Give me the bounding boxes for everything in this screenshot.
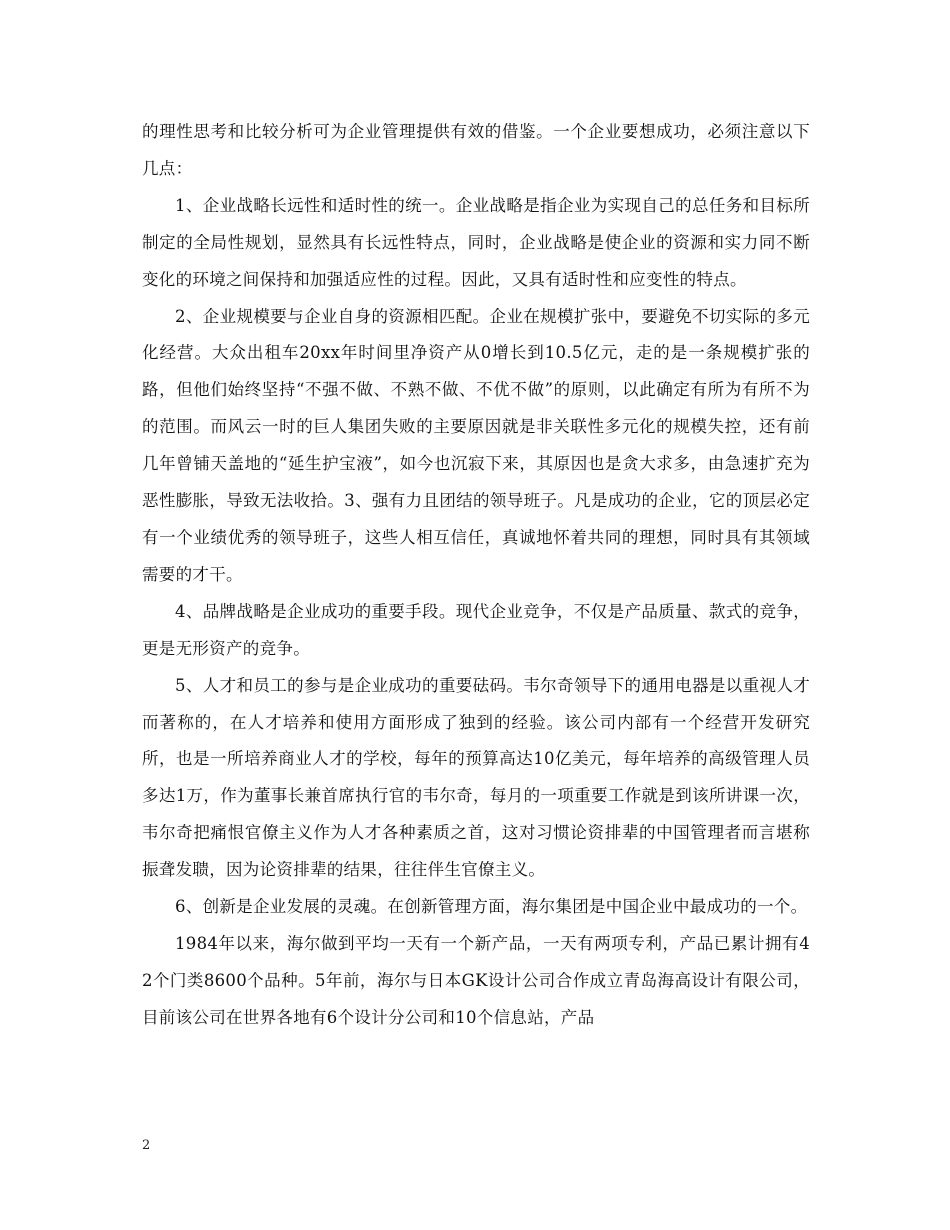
paragraph-brand: 4、品牌战略是企业成功的重要手段。现代企业竞争，不仅是产品质量、款式的竞争，更是无形资产的竞争。 (142, 601, 810, 658)
body-text (142, 114, 810, 1037)
page-number: 2 (142, 1138, 151, 1153)
paragraph-continuation: 的理性思考和比较分析可为企业管理提供有效的借鉴。一个企业要想成功，必须注意以下几点： (142, 122, 810, 178)
paragraph-strategy: 1、企业战略长远性和适时性的统一。企业战略是指企业为实现自己的总任务和目标所制定的全局性规划，显然具有长远性特点，同时，企业战略是使企业的资源和实力同不断变化的环境之间保持和加强适应性的过程。因此，又具有适时性和应变性的特点。 (142, 195, 810, 289)
paragraph-innovation: 6、创新是企业发展的灵魂。在创新管理方面，海尔集团是中国企业中最成功的一个。 (175, 897, 808, 917)
paragraph-haier: 1984年以来，海尔做到平均一天有一个新产品，一天有两项专利，产品已累计拥有42个门类8600个品种。5年前，海尔与日本GK设计公司合作成立青岛海高设计有限公司，目前该公司在世界各地有6个设计分公司和10个信息站，产品 (142, 933, 810, 1027)
paragraph-scale: 2、企业规模要与企业自身的资源相匹配。企业在规模扩张中，要避免不切实际的多元化经营。大众出租车20xx年时间里净资产从0增长到10.5亿元，走的是一条规模扩张的路，但他们始终坚持“不强不做、不熟不做、不优不做”的原则，以此确定有所为有所不为的范围。而风云一时的巨人集团失败的主要原因就是非关联性多元化的规模失控，还有前几年曾铺天盖地的“延生护宝液”，如今也沉寂下来，其原因也是贪大求多，由急速扩充为恶性膨胀，导致无法收拾。3、强有力且团结的领导班子。凡是成功的企业，它的顶层必定有一个业绩优秀的领导班子，这些人相互信任，真诚地怀着共同的理想，同时具有其领域需要的才干。 (142, 306, 810, 584)
paragraph-talent: 5、人才和员工的参与是企业成功的重要砝码。韦尔奇领导下的通用电器是以重视人才而著称的，在人才培养和使用方面形成了独到的经验。该公司内部有一个经营开发研究所，也是一所培养商业人才的学校，每年的预算高达10亿美元，每年培养的高级管理人员多达1万，作为董事长兼首席执行官的韦尔奇，每月的一项重要工作就是到该所讲课一次，韦尔奇把痛恨官僚主义作为人才各种素质之首，这对习惯论资排辈的中国管理者而言堪称振聋发聩，因为论资排辈的结果，往往伴生官僚主义。 (142, 675, 810, 880)
